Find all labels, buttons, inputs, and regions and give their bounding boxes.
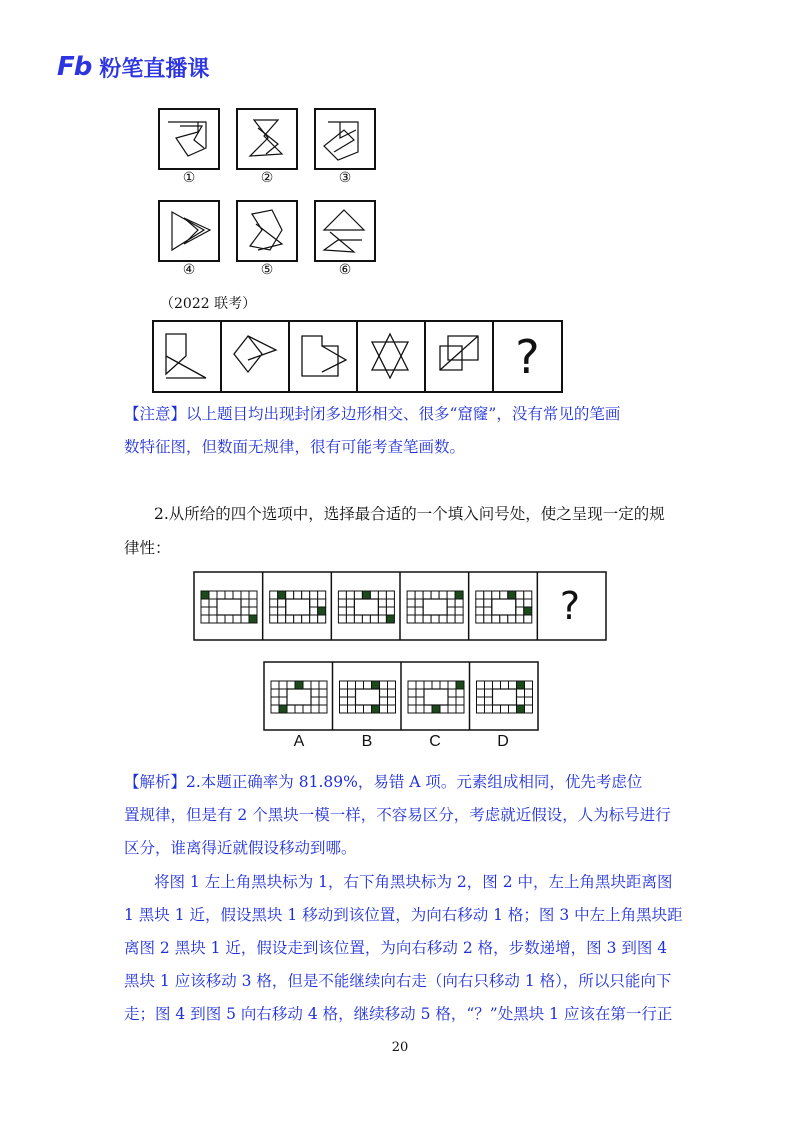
grid-cell [477,681,485,689]
grid-cell [348,681,356,689]
grid-cell [440,705,448,713]
grid-cell [217,591,225,599]
grid-cell [278,607,286,615]
shape-1-b [180,126,204,148]
shape-1-a [168,122,206,156]
question-2-line-2: 律性： [124,539,171,557]
grid-cell [233,615,241,623]
seq1-panel-5 [440,336,478,370]
grid-cell [416,705,424,713]
grid-cell [378,607,386,615]
grid-cell [524,591,532,599]
seq1-panel-4 [372,334,408,378]
grid-cell [525,705,533,713]
grid-cell [524,615,532,623]
grid-cell [448,689,456,697]
grid-cell [447,591,455,599]
grid-cell [408,697,416,705]
grid-cell [524,599,532,607]
grid-cell [217,615,225,623]
grid-cell [209,599,217,607]
grid-cell [448,705,456,713]
option-label-d: D [497,733,509,750]
grid-cell-black [455,591,463,599]
grid-cell [270,607,278,615]
grid-cell [456,705,464,713]
grid-option-c [408,681,464,713]
grid-cell [517,697,525,705]
grid-cell [509,705,517,713]
grid-cell [311,705,319,713]
grid-cell-black [372,681,380,689]
grid-cell [338,591,346,599]
grid-cell [477,697,485,705]
grid-cell [241,599,249,607]
grid-cell [346,615,354,623]
grid-cell [362,615,370,623]
grid-cell [492,591,500,599]
grid-cell [380,705,388,713]
grid-cell [386,599,394,607]
grid-cell [388,705,396,713]
grid-option-a [271,681,327,713]
grid-cell [338,599,346,607]
grid-cell [225,591,233,599]
grid-cell-black [362,591,370,599]
grid-cell [416,689,424,697]
grid-cell [484,599,492,607]
grid-cell [447,599,455,607]
grid-cell-black [517,705,525,713]
grid-cell [318,615,326,623]
grid-hole [492,599,516,615]
analysis-line: 【解析】2.本题正确率为 81.89%，易错 A 项。元素组成相同，优先考虑位 [124,773,643,791]
grid-cell [423,615,431,623]
grid-cell [378,615,386,623]
grid-cell [493,681,501,689]
grid-cell [525,681,533,689]
note-paragraph [124,398,684,464]
grid-cell [476,591,484,599]
shape-6-b [324,232,362,252]
grid-cell [279,689,287,697]
grid-cell [432,681,440,689]
caption-3: ③ [338,170,352,186]
grid-cell [508,615,516,623]
caption-6: ⑥ [338,262,352,278]
grid-cell [311,689,319,697]
grid-cell [225,615,233,623]
grid-cell [484,591,492,599]
grid-cell [492,615,500,623]
grid-cell [485,697,493,705]
grid-cell [455,607,463,615]
grid-panel-3 [338,591,394,623]
grid-cell [408,689,416,697]
grid-cell [386,591,394,599]
grid-cell [447,607,455,615]
grid-cell [241,591,249,599]
grid-cell [287,705,295,713]
grid-cell [370,591,378,599]
grid-cell [364,681,372,689]
grid-cell [319,697,327,705]
grid-cell-black [432,705,440,713]
analysis-line: 区分，谁离得近就假设移动到哪。 [124,839,357,857]
figure-1-bottom-row [158,200,388,262]
grid-hole [356,689,380,705]
option-box-1 [159,109,219,169]
grid-cell [455,599,463,607]
grid-cell [485,689,493,697]
grid-cell [509,681,517,689]
grid-cell [378,591,386,599]
grid-cell [310,591,318,599]
grid-cell [310,599,318,607]
seq1-panel-2 [234,336,276,372]
grid-options-svg [263,661,539,731]
grid-cell [340,689,348,697]
grid-cell [270,615,278,623]
grid-cell [455,615,463,623]
figure-row-2 [158,200,388,262]
grid-cell [408,681,416,689]
shape-4-b [184,218,210,244]
grid-option-b [340,681,396,713]
caption-2: ② [260,170,274,186]
grid-cell [201,607,209,615]
option-label-b: B [361,733,373,750]
grid-hole [354,599,378,615]
figure-row-1 [158,108,388,170]
logo-mark: Fb [57,52,92,82]
grid-cell [516,591,524,599]
grid-cell [415,599,423,607]
grid-cell [484,615,492,623]
grid-cell [310,615,318,623]
grid-cell [271,681,279,689]
grid-cell [525,697,533,705]
grid-cell [424,705,432,713]
grid-hole [423,599,447,615]
grid-cell [407,599,415,607]
analysis-line: 离图 2 黑块 1 近，假设走到该位置，为向右移动 2 格，步数递增，图 3 到图 4 [124,939,668,957]
grid-cell [270,599,278,607]
grid-cell [517,689,525,697]
grid-cell-black [372,705,380,713]
grid-cell [340,681,348,689]
grid-cell [340,705,348,713]
shape-5-a [250,210,282,250]
grid-hole [286,599,310,615]
grid-cell [209,615,217,623]
option-box-3 [315,109,375,169]
grid-cell [302,591,310,599]
grid-cell [516,607,524,615]
grid-cell [525,689,533,697]
grid-cell [354,591,362,599]
analysis-line: 将图 1 左上角黑块标为 1，右下角黑块标为 2，图 2 中，左上角黑块距离图 [154,873,673,891]
analysis-line: 黑块 1 应该移动 3 格，但是不能继续向右走（向右只移动 1 格），所以只能向下 [124,972,672,990]
grid-cell [407,615,415,623]
grid-cell [378,599,386,607]
grid-cell [456,697,464,705]
grid-cell [477,689,485,697]
grid-hole [493,689,517,705]
logo-text: 粉笔直播课 [99,56,210,82]
grid-panel-4 [407,591,463,623]
grid-cell [380,681,388,689]
option-box-4 [159,201,219,261]
grid-cell [415,615,423,623]
grid-cell-black [524,607,532,615]
grid-cell [407,607,415,615]
grid-cell [311,681,319,689]
grid-cell [447,615,455,623]
grid-cell-black [278,591,286,599]
grid-cell [440,681,448,689]
grid-cell [476,599,484,607]
grid-cell [319,681,327,689]
grid-cell [249,591,257,599]
grid-cell [295,705,303,713]
grid-cell [271,697,279,705]
grid-cell [241,607,249,615]
grid-cell-black [517,681,525,689]
grid-cell [209,591,217,599]
grid-cell [431,591,439,599]
grid-cell-black [456,681,464,689]
grid-cell [338,607,346,615]
grid-cell [388,681,396,689]
grid-options [263,661,539,731]
analysis-line: 1 黑块 1 近，假设黑块 1 移动到该位置，为向右移动 1 格；图 3 中左上角黑块距 [124,906,683,924]
grid-cell [484,607,492,615]
grid-cell [448,681,456,689]
grid-cell [303,681,311,689]
option-label-a: A [293,733,305,750]
grid-cell [294,591,302,599]
seq1-panel-1 [166,334,206,378]
shape-3-b [340,122,356,138]
note-line-2: 数特征图，但数面无规律，很有可能考查笔画数。 [124,438,466,456]
grid-cell [286,591,294,599]
grid-cell-black [318,607,326,615]
grid-cell [364,705,372,713]
grid-cell-black [201,591,209,599]
grid-cell [311,697,319,705]
grid-cell [476,615,484,623]
grid-cell [431,615,439,623]
grid-cell-black [249,615,257,623]
grid-cell [201,615,209,623]
grid-cell [348,689,356,697]
grid-cell [388,697,396,705]
analysis-line: 置规律，但是有 2 个黑块一模一样，不容易区分，考虑就近假设，人为标号进行 [124,806,671,824]
page-number: 20 [391,1040,409,1055]
grid-cell [423,591,431,599]
grid-cell [485,705,493,713]
grid-cell [310,607,318,615]
grid-cell-black [279,705,287,713]
grid-cell [302,615,310,623]
grid-cell [516,599,524,607]
figure-1-top-row [158,108,388,170]
grid-cell [201,599,209,607]
shape-6-a [324,210,364,230]
brand-logo [57,50,209,84]
grid-option-d [477,681,533,713]
grid-cell [340,697,348,705]
grid-cell [380,697,388,705]
grid-cell [493,705,501,713]
grid-hole [287,689,311,705]
grid-cell [416,681,424,689]
grid-cell [380,689,388,697]
grid-cell [346,607,354,615]
grid-cell [319,689,327,697]
grid-cell [249,599,257,607]
grid-panel-5 [476,591,532,623]
grid-cell [415,607,423,615]
grid-cell [286,615,294,623]
grid-cell [279,697,287,705]
grid-cell [476,607,484,615]
grid-cell [287,681,295,689]
grid-cell [516,615,524,623]
grid-cell [370,615,378,623]
caption-1: ① [182,170,196,186]
grid-cell-black [386,615,394,623]
grid-cell [356,705,364,713]
shape-3-a [324,122,358,160]
question-2-line-1: 2.从所给的四个选项中，选择最合适的一个填入问号处，使之呈现一定的规 [154,505,665,523]
grid-cell [346,591,354,599]
grid-cell [500,615,508,623]
grid-cell [415,591,423,599]
grid-cell [278,599,286,607]
grid-cell [485,681,493,689]
grid-cell [338,615,346,623]
grid-cell [270,591,278,599]
grid-cell [249,607,257,615]
caption-4: ④ [182,262,196,278]
grid-cell [348,705,356,713]
grid-hole [424,689,448,705]
note-line-1: 【注意】以上题目均出现封闭多边形相交、很多“窟窿”，没有常见的笔画 [124,405,621,423]
analysis-paragraph-2 [124,866,684,1031]
grid-cell [408,705,416,713]
grid-cell [500,591,508,599]
option-box-5 [237,201,297,261]
grid-cell [354,615,362,623]
grid-hole [217,599,241,615]
grid-cell [278,615,286,623]
grid-cell [501,705,509,713]
grid-panel-1 [201,591,257,623]
analysis-line: 走；图 4 到图 5 向右移动 4 格，继续移动 5 格，“？”处黑块 1 应该在第一行正 [124,1005,673,1023]
grid-cell-black [295,681,303,689]
analysis-paragraph-1 [124,766,684,865]
source-label: （2022 联考） [160,296,257,312]
grid-cell [318,599,326,607]
question-mark-2: ? [559,584,581,628]
option-label-c: C [429,733,441,750]
grid-cell [416,697,424,705]
shape-2-a [250,120,282,156]
grid-cell [294,615,302,623]
grid-cell [388,689,396,697]
grid-opts-frame [264,662,538,730]
question-mark-1: ? [515,330,540,384]
grid-cell [279,681,287,689]
grid-cell [424,681,432,689]
grid-cell [271,705,279,713]
grid-cell [439,615,447,623]
grid-cell [477,705,485,713]
grid-cell [318,591,326,599]
grid-panel-2 [270,591,326,623]
grid-cell [233,591,241,599]
grid-cell [439,591,447,599]
grid-cell [448,697,456,705]
grid-cell [319,705,327,713]
grid-cell [356,681,364,689]
grid-cell [407,591,415,599]
grid-cell [386,607,394,615]
grid-cell [348,697,356,705]
grid-cell [456,689,464,697]
grid-cell-black [508,591,516,599]
grid-cell [271,689,279,697]
seq1-panel-3 [302,336,346,376]
grid-cell [346,599,354,607]
grid-cell [209,607,217,615]
shape-4-a [172,212,204,250]
grid-cell [303,705,311,713]
grid-cell [241,615,249,623]
caption-5: ⑤ [260,262,274,278]
grid-cell [501,681,509,689]
